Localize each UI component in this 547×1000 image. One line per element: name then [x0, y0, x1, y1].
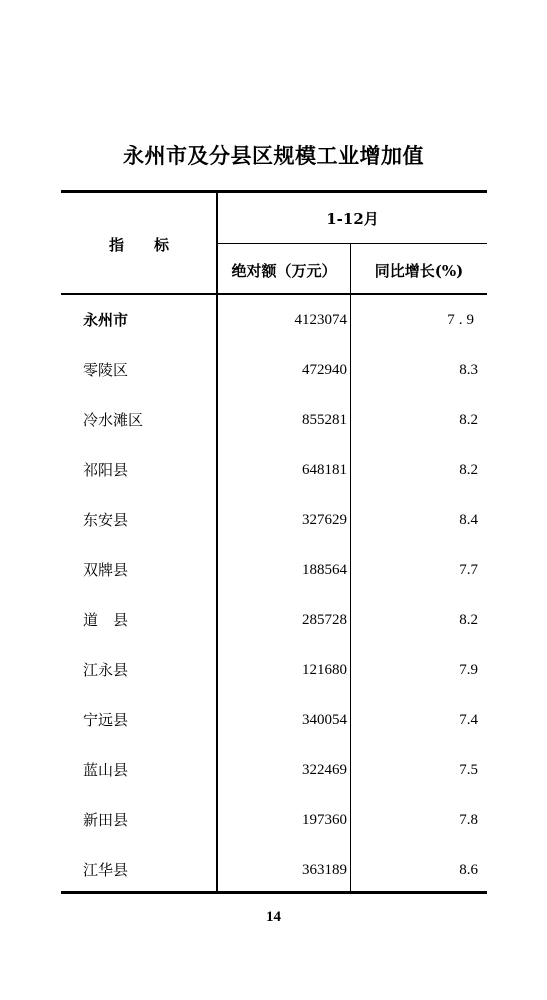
header-bottom-rule: [61, 293, 487, 295]
row-region-name: 双牌县: [83, 561, 129, 579]
header-absolute-value: 绝对额（万元）: [231, 262, 337, 280]
row-region-name: 新田县: [83, 811, 129, 829]
row-growth-rate: 7.4: [459, 712, 478, 728]
row-region-name: 道 县: [83, 611, 129, 629]
header-period: 1-12月: [326, 210, 379, 228]
header-mid-rule: [217, 243, 487, 244]
row-absolute-value: 340054: [302, 712, 347, 728]
row-absolute-value: 121680: [302, 662, 347, 678]
row-absolute-value: 197360: [302, 812, 347, 828]
row-region-name: 祁阳县: [83, 461, 129, 479]
row-growth-rate: 8.4: [459, 512, 478, 528]
row-absolute-value: 285728: [302, 612, 347, 628]
data-table: [61, 190, 487, 896]
row-growth-rate: 8.2: [459, 612, 478, 628]
header-indicator: 指 标: [108, 236, 169, 254]
table-top-rule: [61, 190, 487, 193]
row-absolute-value: 472940: [302, 362, 347, 378]
row-absolute-value: 363189: [302, 862, 347, 878]
value-column-divider: [350, 244, 351, 891]
row-absolute-value: 4123074: [294, 312, 347, 328]
row-region-name: 永州市: [83, 311, 129, 329]
row-region-name: 东安县: [83, 511, 129, 529]
page-title: 永州市及分县区规模工业增加值: [123, 143, 424, 168]
row-growth-rate: 7.7: [459, 562, 478, 578]
row-absolute-value: 188564: [302, 562, 347, 578]
row-absolute-value: 322469: [302, 762, 347, 778]
row-growth-rate: 8.6: [459, 862, 478, 878]
indicator-column-divider: [216, 193, 218, 891]
header-growth-rate: 同比增长(%): [374, 262, 464, 280]
row-region-name: 江永县: [83, 661, 129, 679]
row-region-name: 宁远县: [83, 711, 129, 729]
row-absolute-value: 327629: [302, 512, 347, 528]
row-absolute-value: 648181: [302, 462, 347, 478]
row-growth-rate: 7.9: [447, 312, 478, 328]
table-bottom-rule: [61, 891, 487, 894]
row-growth-rate: 8.2: [459, 462, 478, 478]
row-region-name: 零陵区: [83, 361, 129, 379]
row-growth-rate: 7.8: [459, 812, 478, 828]
row-region-name: 蓝山县: [83, 761, 129, 779]
row-growth-rate: 7.5: [459, 762, 478, 778]
page-number: 14: [266, 909, 281, 925]
row-growth-rate: 8.2: [459, 412, 478, 428]
row-region-name: 江华县: [83, 861, 129, 879]
row-region-name: 冷水滩区: [83, 411, 144, 429]
row-growth-rate: 8.3: [459, 362, 478, 378]
row-growth-rate: 7.9: [459, 662, 478, 678]
row-absolute-value: 855281: [302, 412, 347, 428]
